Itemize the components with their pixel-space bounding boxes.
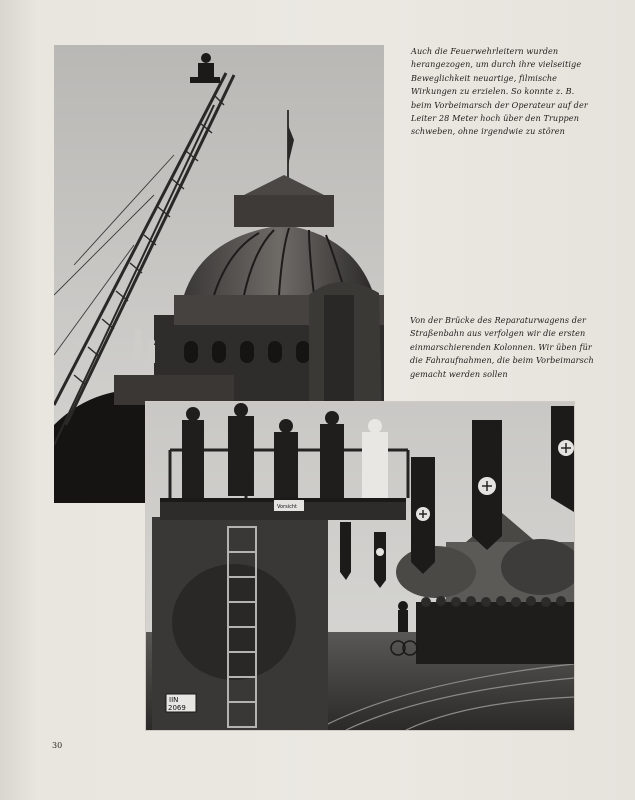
caption-fire-ladder: Auch die Feuerwehrleitern wurden herangezogen, um durch ihre vielseitige Beweglichkeit neuartige, filmische Wirkungen zu erzielen. So konnte z. B. beim Vorbeimarsch der Operateur auf der Leiter 28 Meter hoch über den Truppen schweben, ohne irgendwie zu stören [411,46,588,137]
photo-repair-car-image [146,402,574,730]
photo-repair-car [146,402,574,730]
svg-text:IIN: IIN [169,696,179,704]
svg-text:Vorsicht: Vorsicht [277,504,298,510]
svg-text:2069: 2069 [168,704,186,712]
page-number: 30 [52,741,63,750]
caption-repair-car: Von der Brücke des Reparaturwagens der Straßenbahn aus verfolgen wir die ersten einmarschierenden Kolonnen. Wir üben für die Fahraufnahmen, die beim Vorbeimarsch gemacht werden sollen [410,315,594,379]
